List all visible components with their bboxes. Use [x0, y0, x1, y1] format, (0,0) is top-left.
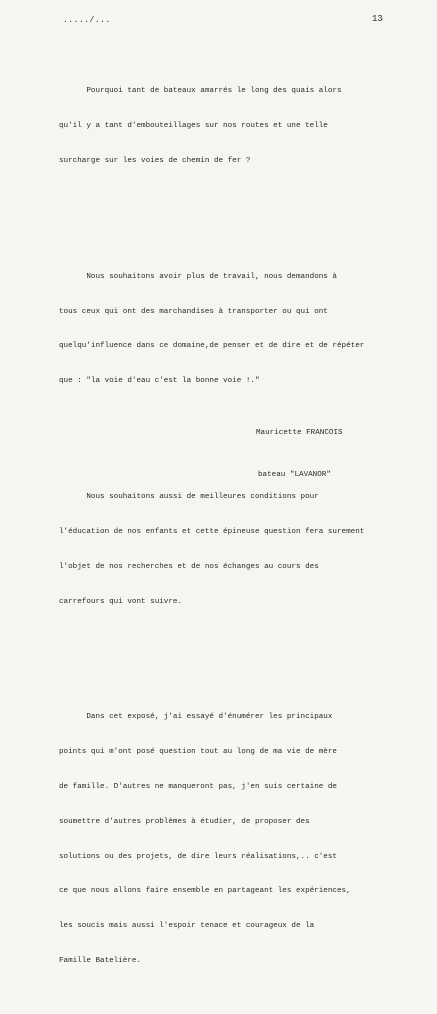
text-line: soumettre d'autres problèmes à étudier, de proposer des: [59, 817, 310, 826]
text-line: carrefours qui vont suivre.: [59, 597, 183, 606]
text-line: Dans cet exposé, j'ai essayé d'énumérer les principaux: [59, 713, 333, 722]
continuation-marker: ...../...: [63, 16, 111, 25]
text-line: qu'il y a tant d'embouteillages sur nos routes et une telle: [59, 122, 328, 131]
text-line: l'éducation de nos enfants et cette épineuse question fera surement: [59, 527, 365, 536]
signature-block: [256, 398, 343, 510]
text-line: Nous souhaitons avoir plus de travail, nous demandons à: [59, 272, 337, 281]
text-line: Nous souhaitons aussi de meilleures conditions pour: [59, 493, 319, 502]
text-line: Famille Batelière.: [59, 956, 142, 965]
text-line: que : "la voie d'eau c'est la bonne voie !.": [59, 377, 260, 386]
text-line: quelqu'influence dans ce domaine,de penser et de dire et de répéter: [59, 342, 365, 351]
paragraph-boats: [59, 63, 389, 191]
text-line: de famille. D'autres ne manqueront pas, j'en suis certaine de: [59, 783, 337, 791]
text-line: Pourquoi tant de bateaux amarrés le long des quais alors: [59, 87, 342, 96]
text-line: tous ceux qui ont des marchandises à transporter ou qui ont: [59, 307, 328, 316]
paragraph-work: [59, 249, 389, 411]
text-line: les soucis mais aussi l'espoir tenace et courageux de la: [59, 922, 315, 931]
text-line: l'objet de nos recherches et de nos échanges au cours des: [59, 562, 319, 571]
text-line: solutions ou des projets, de dire leurs réalisations,.. c'est: [59, 852, 337, 861]
paragraph-conclusion: [59, 689, 389, 990]
text-line: ce que nous allons faire ensemble en partageant les expériences,: [59, 887, 351, 896]
signatory-name: Mauricette FRANCOIS: [256, 429, 343, 437]
page-number: 13: [372, 14, 383, 24]
text-line: points qui m'ont posé question tout au long de ma vie de mère: [59, 748, 337, 757]
signatory-boat: bateau "LAVANOR": [258, 471, 331, 479]
letter-body: [59, 40, 389, 1014]
text-line: surcharge sur les voies de chemin de fer ?: [59, 156, 251, 165]
